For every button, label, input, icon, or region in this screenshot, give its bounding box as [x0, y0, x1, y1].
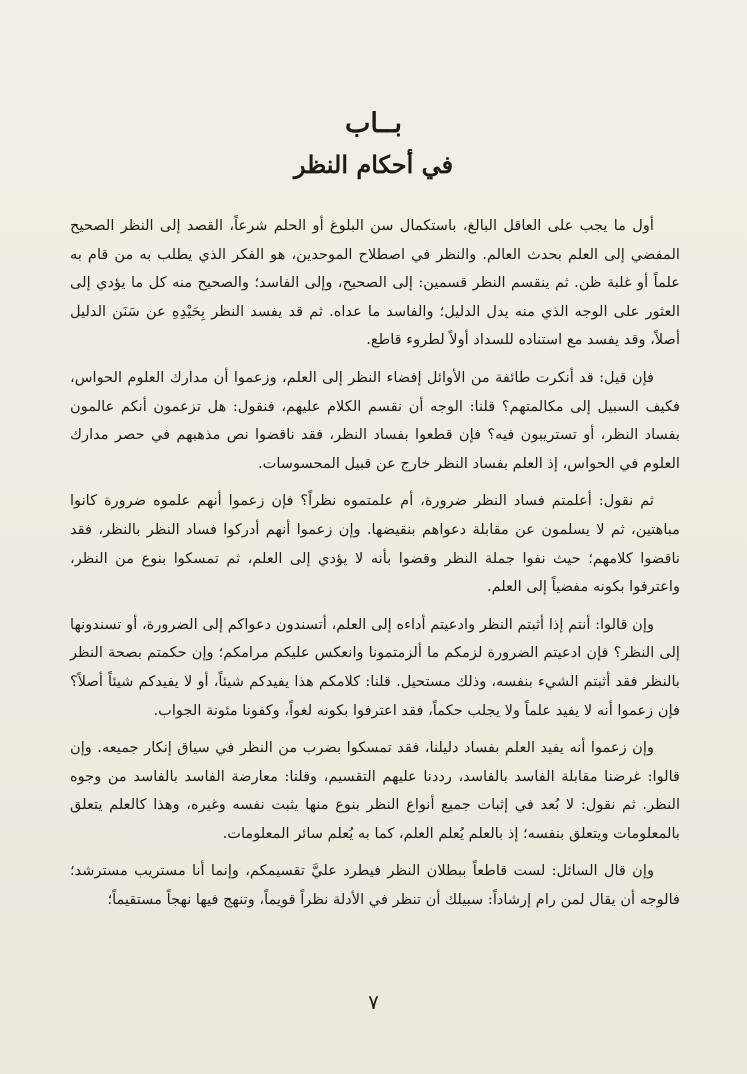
paragraph: فإن قيل: قد أنكرت طائفة من الأوائل إفضاء النظر إلى العلم، وزعموا أن مدارك العلوم الحواس، فكيف السبيل إلى مكالمتهم؟ قلنا: الوجه أن نقسم الكلام عليهم، فنقول: هل تزعمون أنكم عالمون بفساد النظر، أو تستريبون فيه؟ فإن قطعوا بفساد النظر، فقد ناقضوا نص مذهبهم في حصر مدارك العلوم في الحواس، إذ العلم بفساد النظر خارج عن قبيل المحسوسات. [70, 368, 680, 472]
chapter-label: بــاب [345, 108, 402, 139]
page-number: ٧ [368, 990, 379, 1014]
paragraph: ثم نقول: أعلمتم فساد النظر ضرورة، أم علمتموه نظراً؟ فإن زعموا أنهم علموه ضرورة كانوا مباهتين، ثم لا يسلمون عن مقابلة دعواهم بنقيضها. وإن زعموا أنهم أدركوا فساد النظر بالنظر، فقد ناقضوا كلامهم؛ حيث نفوا جملة النظر وقضوا بأنه لا يؤدي إلى العلم، ثم تمسكوا بنوع من النظر، واعترفوا بكونه مفضياً إلى العلم. [70, 492, 680, 596]
paragraph: وإن قالوا: أنتم إذا أثبتم النظر وادعيتم أداءه إلى العلم، أتسندون دعواكم إلى الضرورة، أو تسندونها إلى النظر؟ فإن ادعيتم الضرورة لزمكم ما ألزمتمونا وانعكس عليكم مرامكم؛ وإن حكمتم بصحة النظر بالنظر فقد أثبتم الشيء بنفسه، وذلك مستحيل. قلنا: كلامكم هذا يفيدكم شيئاً، أو لا يفيدكم شيئاً أصلاً؟ فإن زعموا أنه لا يفيد علماً ولا يجلب حكماً، فقد اعترفوا بكونه لغواً، وكفونا مئونة الجواب. [70, 615, 680, 719]
body-text [70, 212, 680, 924]
paragraph: وإن زعموا أنه يفيد العلم بفساد دليلنا، فقد تمسكوا بضرب من النظر في سياق إنكار جميعه. وإن قالوا: غرضنا مقابلة الفاسد بالفاسد، رددنا عليهم التقسيم، وقلنا: معارضة الفاسد بالفاسد من وجوه النظر. ثم نقول: لا بُعد في إثبات جميع أنواع النظر بنوع منها يثبت نفسه وغيره، وهذا كالعلم يتعلق بالمعلومات ويتعلق بنفسه؛ إذ بالعلم يُعلم العلم، كما به يُعلم سائر المعلومات. [70, 739, 680, 842]
paragraph: أول ما يجب على العاقل البالغ، باستكمال سن البلوغ أو الحلم شرعاً، القصد إلى النظر الصحيح المفضي إلى العلم بحدث العالم. والنظر في اصطلاح الموحدين، هو الفكر الذي يطلب به من قام به علماً أو غلبة ظن. ثم ينقسم النظر قسمين: إلى الصحيح، وإلى الفاسد؛ والصحيح منه كل ما يؤدي إلى العثور على الوجه الذي منه يدل الدليل؛ والفاسد ما عداه. ثم قد يفسد النظر بِحَيْدِهِ عن سَنَن الدليل أصلاً، وقد يفسد مع استناده للسداد أولاً لطروء قاطع. [70, 217, 680, 349]
paragraph: وإن قال السائل: لست قاطعاً ببطلان النظر فيطرد عليَّ تقسيمكم، وإنما أنا مستريب مسترشد؛ فالوجه أن يقال لمن رام إرشاداً: سبيلك أن تنظر في الأدلة نظراً قويماً، وتنهج فيها نهجاً مستقيماً؛ [70, 862, 680, 909]
chapter-title: في أحكام النظر [293, 150, 454, 179]
